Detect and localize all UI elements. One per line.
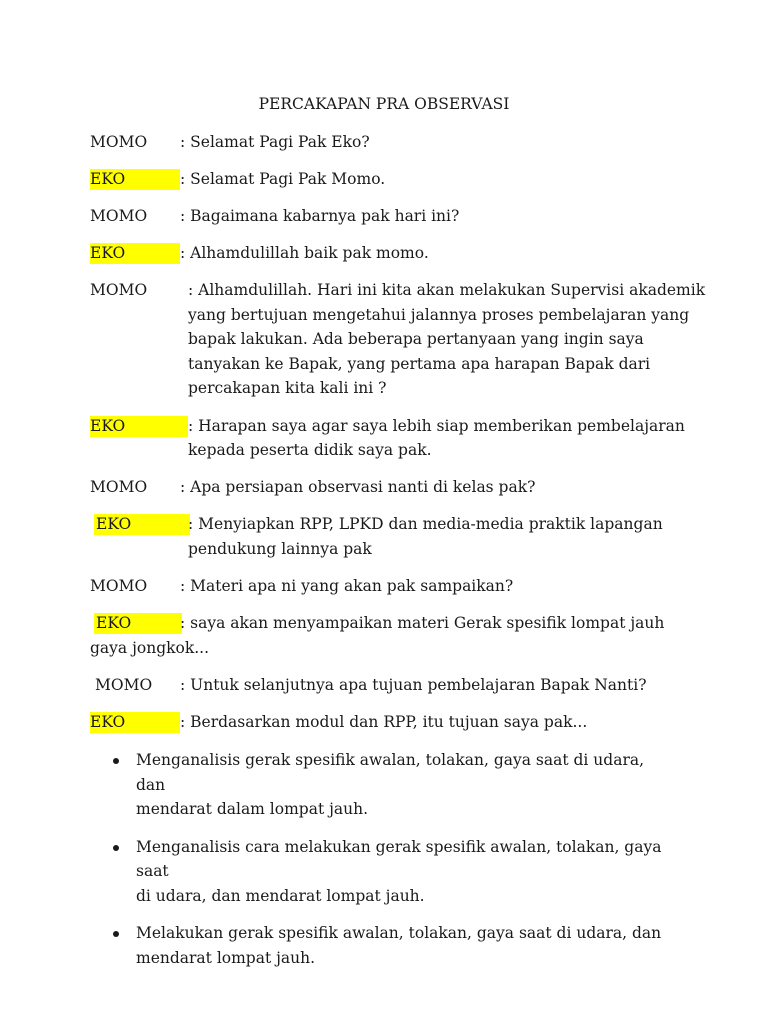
dialogue-line: kepada peserta didik saya pak. <box>188 441 432 459</box>
speaker-momo: MOMO <box>90 207 148 225</box>
learning-goals-list <box>96 748 676 983</box>
dialogue-line: : Menyiapkan RPP, LPKD dan media-media praktik lapangan <box>188 515 663 533</box>
list-item-line: di udara, dan mendarat lompat jauh. <box>136 886 425 905</box>
bullet-icon <box>113 845 119 851</box>
speaker-eko: EKO <box>90 170 126 188</box>
speaker-eko-highlight <box>94 514 190 535</box>
list-item <box>96 921 676 970</box>
list-item-line: mendarat dalam lompat jauh. <box>136 800 369 818</box>
speaker-momo: MOMO <box>90 577 148 595</box>
speaker-eko-highlight <box>90 243 180 264</box>
document-title: PERCAKAPAN PRA OBSERVASI <box>258 95 510 113</box>
list-item-line: Menganalisis gerak spesifik awalan, tolakan, gaya saat di udara, dan <box>136 751 645 794</box>
speaker-eko: EKO <box>90 417 126 435</box>
dialogue-line: tanyakan ke Bapak, yang pertama apa harapan Bapak dari <box>188 355 651 373</box>
speaker-momo: MOMO <box>90 281 148 299</box>
dialogue-line: : Berdasarkan modul dan RPP, itu tujuan saya pak... <box>180 713 588 731</box>
dialogue-line: : Apa persiapan observasi nanti di kelas pak? <box>180 478 536 496</box>
dialogue-line: : Bagaimana kabarnya pak hari ini? <box>180 207 460 225</box>
list-item <box>96 835 676 909</box>
dialogue-line: : Selamat Pagi Pak Momo. <box>180 170 386 188</box>
speaker-eko-highlight <box>90 169 180 190</box>
speaker-eko-highlight <box>94 613 182 634</box>
dialogue-line: : Harapan saya agar saya lebih siap memberikan pembelajaran <box>188 417 685 435</box>
list-item-line: mendarat lompat jauh. <box>136 948 316 967</box>
list-item <box>96 748 676 822</box>
list-item-line: Menganalisis cara melakukan gerak spesifik awalan, tolakan, gaya saat <box>136 837 662 880</box>
list-item-line: Melakukan gerak spesifik awalan, tolakan, gaya saat di udara, dan <box>136 924 662 942</box>
dialogue-line: gaya jongkok... <box>90 639 210 657</box>
dialogue-line: yang bertujuan mengetahui jalannya proses pembelajaran yang <box>188 306 690 324</box>
dialogue-line: : Alhamdulillah baik pak momo. <box>180 244 429 262</box>
dialogue-line: : Materi apa ni yang akan pak sampaikan? <box>180 577 514 595</box>
bullet-icon <box>113 758 119 764</box>
speaker-eko-highlight <box>90 712 180 733</box>
speaker-momo: MOMO <box>90 478 148 496</box>
speaker-eko: EKO <box>90 244 126 262</box>
speaker-eko: EKO <box>90 713 126 731</box>
bullet-icon <box>113 931 119 937</box>
speaker-eko: EKO <box>96 614 132 632</box>
speaker-momo: MOMO <box>90 133 148 151</box>
dialogue-line: pendukung lainnya pak <box>188 540 372 558</box>
speaker-momo: MOMO <box>95 676 153 694</box>
dialogue-line: : saya akan menyampaikan materi Gerak spesifik lompat jauh <box>180 614 665 632</box>
dialogue-line: : Selamat Pagi Pak Eko? <box>180 133 370 151</box>
dialogue-line: : Untuk selanjutnya apa tujuan pembelajaran Bapak Nanti? <box>180 676 647 694</box>
dialogue-line: percakapan kita kali ini ? <box>188 379 387 397</box>
speaker-eko-highlight <box>90 416 188 437</box>
dialogue-line: : Alhamdulillah. Hari ini kita akan melakukan Supervisi akademik <box>188 281 706 299</box>
dialogue-line: bapak lakukan. Ada beberapa pertanyaan yang ingin saya <box>188 330 644 348</box>
speaker-eko: EKO <box>96 515 132 533</box>
